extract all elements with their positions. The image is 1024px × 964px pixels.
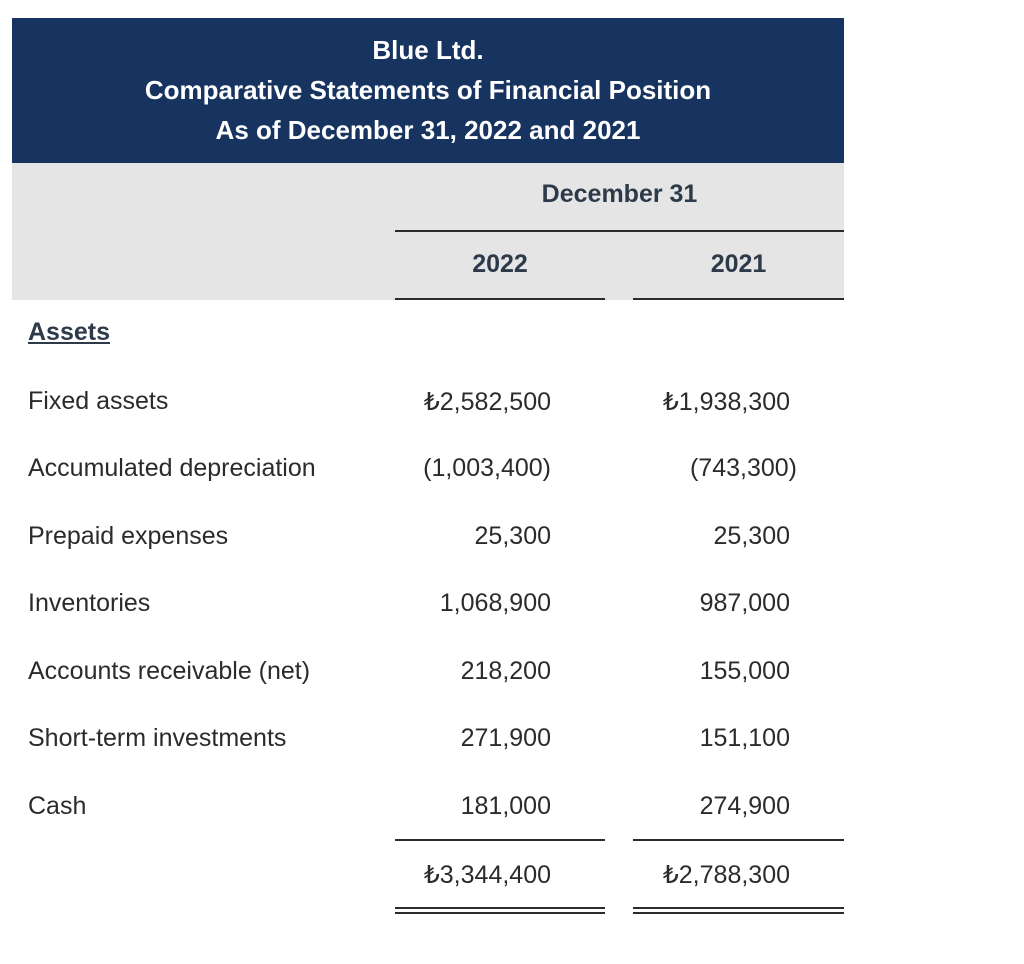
value-2021: 987,000 bbox=[699, 589, 790, 617]
year-2021-rule bbox=[633, 298, 844, 300]
value-2021: 25,300 bbox=[713, 522, 790, 550]
row-label: Accounts receivable (net) bbox=[28, 657, 311, 685]
value-2022: 271,900 bbox=[460, 724, 551, 752]
row-label: Prepaid expenses bbox=[28, 522, 229, 550]
company-name: Blue Ltd. bbox=[372, 35, 484, 65]
value-2022: 181,000 bbox=[460, 792, 551, 820]
period-label: December 31 bbox=[541, 180, 698, 208]
value-2021: 155,000 bbox=[699, 657, 790, 685]
total-2022: ₺3,344,400 bbox=[423, 861, 551, 889]
subtotal-rule-2022 bbox=[395, 839, 605, 841]
period-rule bbox=[395, 230, 844, 232]
value-2021: 274,900 bbox=[699, 792, 790, 820]
row-label: Fixed assets bbox=[28, 387, 169, 415]
statement-title: Comparative Statements of Financial Position bbox=[144, 75, 712, 105]
year-2022-heading: 2022 bbox=[472, 250, 528, 278]
row-label: Short-term investments bbox=[28, 724, 287, 752]
value-2022: 218,200 bbox=[460, 657, 551, 685]
year-2021-heading: 2021 bbox=[710, 250, 767, 278]
row-label: Cash bbox=[28, 792, 87, 820]
value-2022: (1,003,400) bbox=[423, 454, 551, 482]
row-label: Inventories bbox=[28, 589, 151, 617]
assets-section-title: Assets bbox=[28, 318, 110, 346]
value-2022: 1,068,900 bbox=[439, 589, 551, 617]
value-2021: (743,300) bbox=[689, 454, 797, 482]
value-2022: ₺2,582,500 bbox=[423, 388, 551, 416]
value-2021: 151,100 bbox=[699, 724, 790, 752]
subtotal-rule-2021 bbox=[633, 839, 844, 841]
total-double-rule-2022 bbox=[395, 907, 605, 914]
year-2022-rule bbox=[395, 298, 605, 300]
total-2021: ₺2,788,300 bbox=[662, 861, 790, 889]
statement-date: As of December 31, 2022 and 2021 bbox=[215, 115, 641, 145]
row-label: Accumulated depreciation bbox=[28, 454, 316, 482]
total-double-rule-2021 bbox=[633, 907, 844, 914]
statement-header bbox=[12, 18, 844, 163]
value-2021: ₺1,938,300 bbox=[662, 388, 790, 416]
value-2022: 25,300 bbox=[474, 522, 551, 550]
